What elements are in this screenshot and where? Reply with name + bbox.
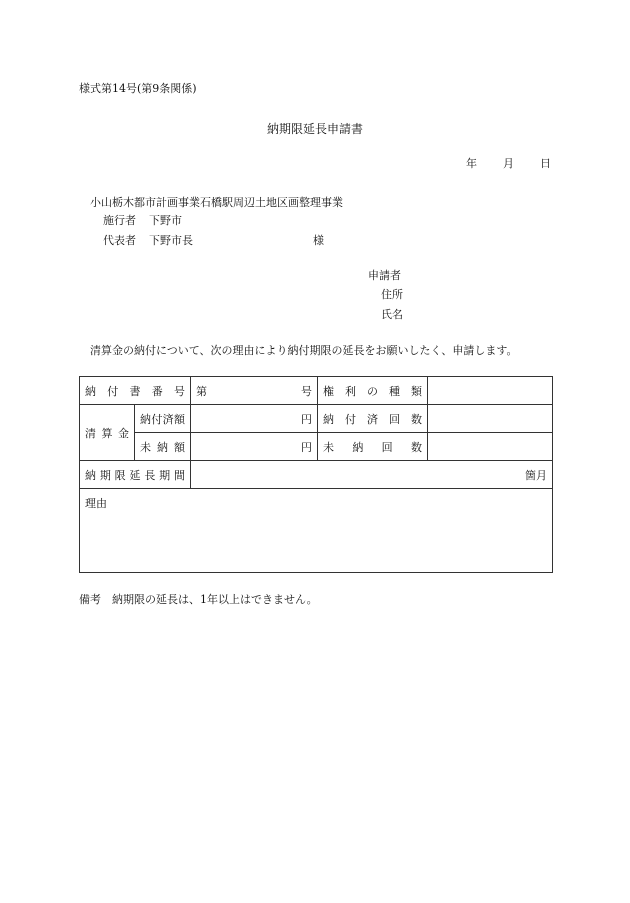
paid-count-label: 納付済回数 <box>323 412 422 426</box>
request-text: 清算金の納付について、次の理由により納付期限の延長をお願いしたく、申請します。 <box>90 344 518 357</box>
unpaid-count-label: 未納回数 <box>323 440 422 454</box>
paid-amount-field[interactable] <box>191 405 318 433</box>
right-type-label: 権利の種類 <box>323 384 422 398</box>
extension-period-field[interactable] <box>191 461 553 489</box>
settlement-label: 清算金 <box>85 426 129 440</box>
extension-label-cell <box>80 461 191 489</box>
reason-label: 理由 <box>85 497 107 510</box>
paid-count-label-cell <box>318 405 428 433</box>
applicant-label: 申請者 <box>368 269 401 282</box>
paid-amount-label: 納付済額 <box>140 412 185 426</box>
table-row <box>80 377 553 405</box>
right-type-field[interactable] <box>428 377 553 405</box>
unpaid-count-field[interactable] <box>428 433 553 461</box>
unpaid-amount-label: 未納額 <box>140 440 185 454</box>
payment-no-suffix: 号 <box>301 384 312 398</box>
representative-value: 下野市長 <box>149 234 193 247</box>
form-number: 様式第14号(第9条関係) <box>79 82 197 95</box>
representative-label: 代表者 <box>103 234 136 247</box>
date-year: 年 <box>466 157 477 170</box>
date-day: 日 <box>540 157 551 170</box>
date-month: 月 <box>503 157 514 170</box>
settlement-label-cell <box>80 405 135 461</box>
remark-note: 備考 納期限の延長は、1年以上はできません。 <box>79 593 318 606</box>
executor-label: 施行者 <box>103 214 136 227</box>
extension-label: 納期限延長期間 <box>85 468 185 482</box>
date-line <box>466 155 551 171</box>
representative-line <box>103 232 324 248</box>
executor-line <box>103 212 182 228</box>
project-name: 小山栃木都市計画事業石橋駅周辺土地区画整理事業 <box>90 196 343 209</box>
paid-count-field[interactable] <box>428 405 553 433</box>
unpaid-amount-field[interactable] <box>191 433 318 461</box>
executor-value: 下野市 <box>149 214 182 227</box>
yen-unit: 円 <box>301 440 312 454</box>
application-table <box>79 376 553 573</box>
paid-amount-label-cell <box>135 405 191 433</box>
table-row <box>80 405 553 433</box>
yen-unit: 円 <box>301 412 312 426</box>
document-title: 納期限延長申請書 <box>266 122 363 136</box>
applicant-name-label: 氏名 <box>381 308 403 321</box>
payment-no-label: 納付書番号 <box>85 384 185 398</box>
table-row <box>80 489 553 573</box>
reason-field[interactable] <box>80 489 553 573</box>
table-row <box>80 433 553 461</box>
months-unit: 箇月 <box>525 468 547 482</box>
unpaid-count-label-cell <box>318 433 428 461</box>
applicant-address-label: 住所 <box>381 288 403 301</box>
unpaid-amount-label-cell <box>135 433 191 461</box>
table-row <box>80 461 553 489</box>
honorific: 様 <box>313 234 324 247</box>
right-type-label-cell <box>318 377 428 405</box>
payment-no-prefix: 第 <box>196 384 207 398</box>
payment-no-field[interactable] <box>191 377 318 405</box>
payment-no-label-cell <box>80 377 191 405</box>
